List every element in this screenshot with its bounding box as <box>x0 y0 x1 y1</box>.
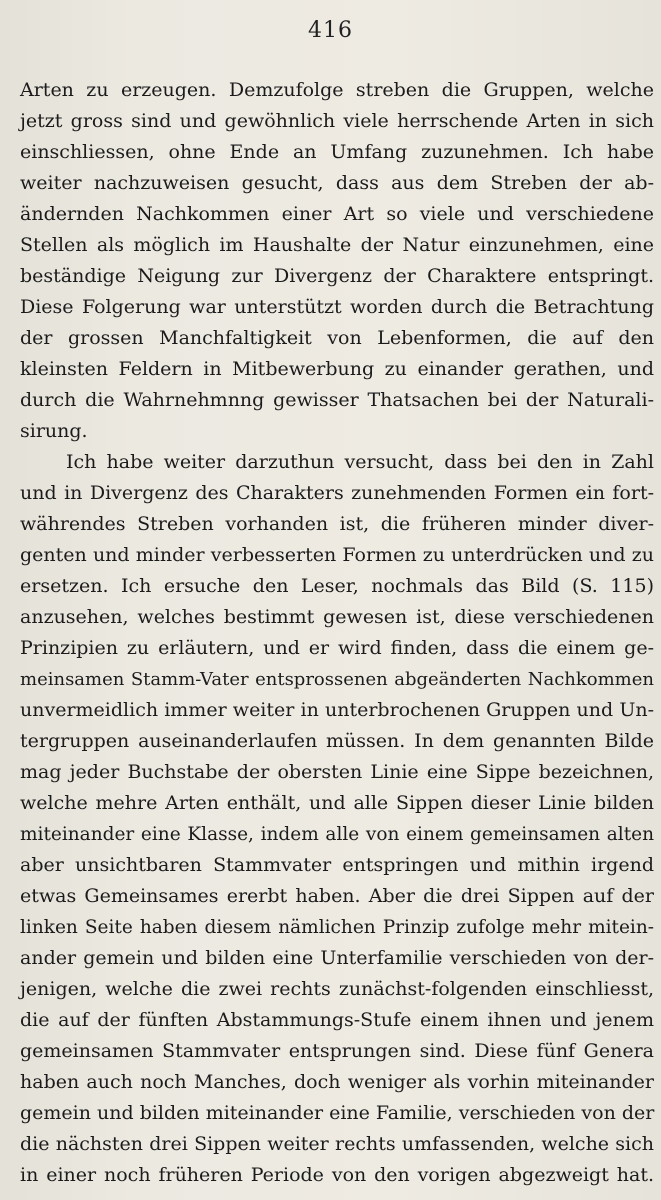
text-line: die auf der fünften Abstammungs-Stufe einem ihnen und jenem <box>20 1009 654 1031</box>
text-line: mag jeder Buchstabe der obersten Linie eine Sippe bezeichnen, <box>20 761 654 783</box>
text-line: tergruppen auseinanderlaufen müssen. In dem genannten Bilde <box>20 730 654 752</box>
text-line: welche mehre Arten enthält, und alle Sippen dieser Linie bilden <box>20 792 654 814</box>
text-line: Prinzipien zu erläutern, und er wird finden, dass die einem ge- <box>20 637 654 659</box>
text-line: weiter nachzuweisen gesucht, dass aus dem Streben der ab- <box>20 172 654 194</box>
text-line: haben auch noch Manches, doch weniger als vorhin miteinander <box>20 1071 654 1093</box>
text-line: einschliessen, ohne Ende an Umfang zuzunehmen. Ich habe <box>20 141 654 163</box>
text-line: sirung. <box>20 420 88 442</box>
text-line: und in Divergenz des Charakters zunehmenden Formen ein fort- <box>20 482 654 504</box>
page-number: 416 <box>308 18 353 43</box>
text-line: die nächsten drei Sippen weiter rechts umfassenden, welche sich <box>20 1133 654 1155</box>
text-line: genten und minder verbesserten Formen zu unterdrücken und zu <box>20 544 654 566</box>
text-line: ander gemein und bilden eine Unterfamilie verschieden von der- <box>20 947 654 969</box>
text-line: unvermeidlich immer weiter in unterbrochenen Gruppen und Un- <box>20 699 654 721</box>
text-line: Diese Folgerung war unterstützt worden durch die Betrachtung <box>20 296 654 318</box>
text-line: Ich habe weiter darzuthun versucht, dass bei den in Zahl <box>66 451 654 473</box>
text-line: meinsamen Stamm-Vater entsprossenen abgeänderten Nachkommen <box>20 669 654 690</box>
text-line: gemeinsamen Stammvater entsprungen sind. Diese fünf Genera <box>20 1040 654 1062</box>
text-line: linken Seite haben diesem nämlichen Prinzip zufolge mehr mitein- <box>20 917 654 938</box>
text-line: währendes Streben vorhanden ist, die früheren minder diver- <box>20 513 654 535</box>
text-line: aber unsichtbaren Stammvater entspringen und mithin irgend <box>20 854 654 876</box>
text-line: etwas Gemeinsames ererbt haben. Aber die drei Sippen auf der <box>20 885 654 907</box>
text-line: Arten zu erzeugen. Demzufolge streben die Gruppen, welche <box>20 79 654 101</box>
text-line: ändernden Nachkommen einer Art so viele und verschiedene <box>20 203 654 225</box>
text-line: anzusehen, welches bestimmt gewesen ist, diese verschiedenen <box>20 606 654 628</box>
text-line: durch die Wahrnehmnng gewisser Thatsachen bei der Naturali- <box>20 389 654 411</box>
text-line: miteinander eine Klasse, indem alle von einem gemeinsamen alten <box>20 824 654 845</box>
text-line: in einer noch früheren Periode von den vorigen abgezweigt hat. <box>20 1164 654 1186</box>
body-text <box>20 75 654 1191</box>
text-line: jetzt gross sind und gewöhnlich viele herrschende Arten in sich <box>20 110 654 132</box>
text-line: jenigen, welche die zwei rechts zunächst-folgenden einschliesst, <box>20 978 654 1000</box>
text-line: ersetzen. Ich ersuche den Leser, nochmals das Bild (S. 115) <box>20 575 654 597</box>
text-line: beständige Neigung zur Divergenz der Charaktere entspringt. <box>20 265 654 287</box>
text-line: der grossen Manchfaltigkeit von Lebenformen, die auf den <box>20 327 654 349</box>
text-line: gemein und bilden miteinander eine Familie, verschieden von der <box>20 1102 655 1124</box>
text-line: kleinsten Feldern in Mitbewerbung zu einander gerathen, und <box>20 358 654 380</box>
text-line: Stellen als möglich im Haushalte der Natur einzunehmen, eine <box>20 234 654 256</box>
